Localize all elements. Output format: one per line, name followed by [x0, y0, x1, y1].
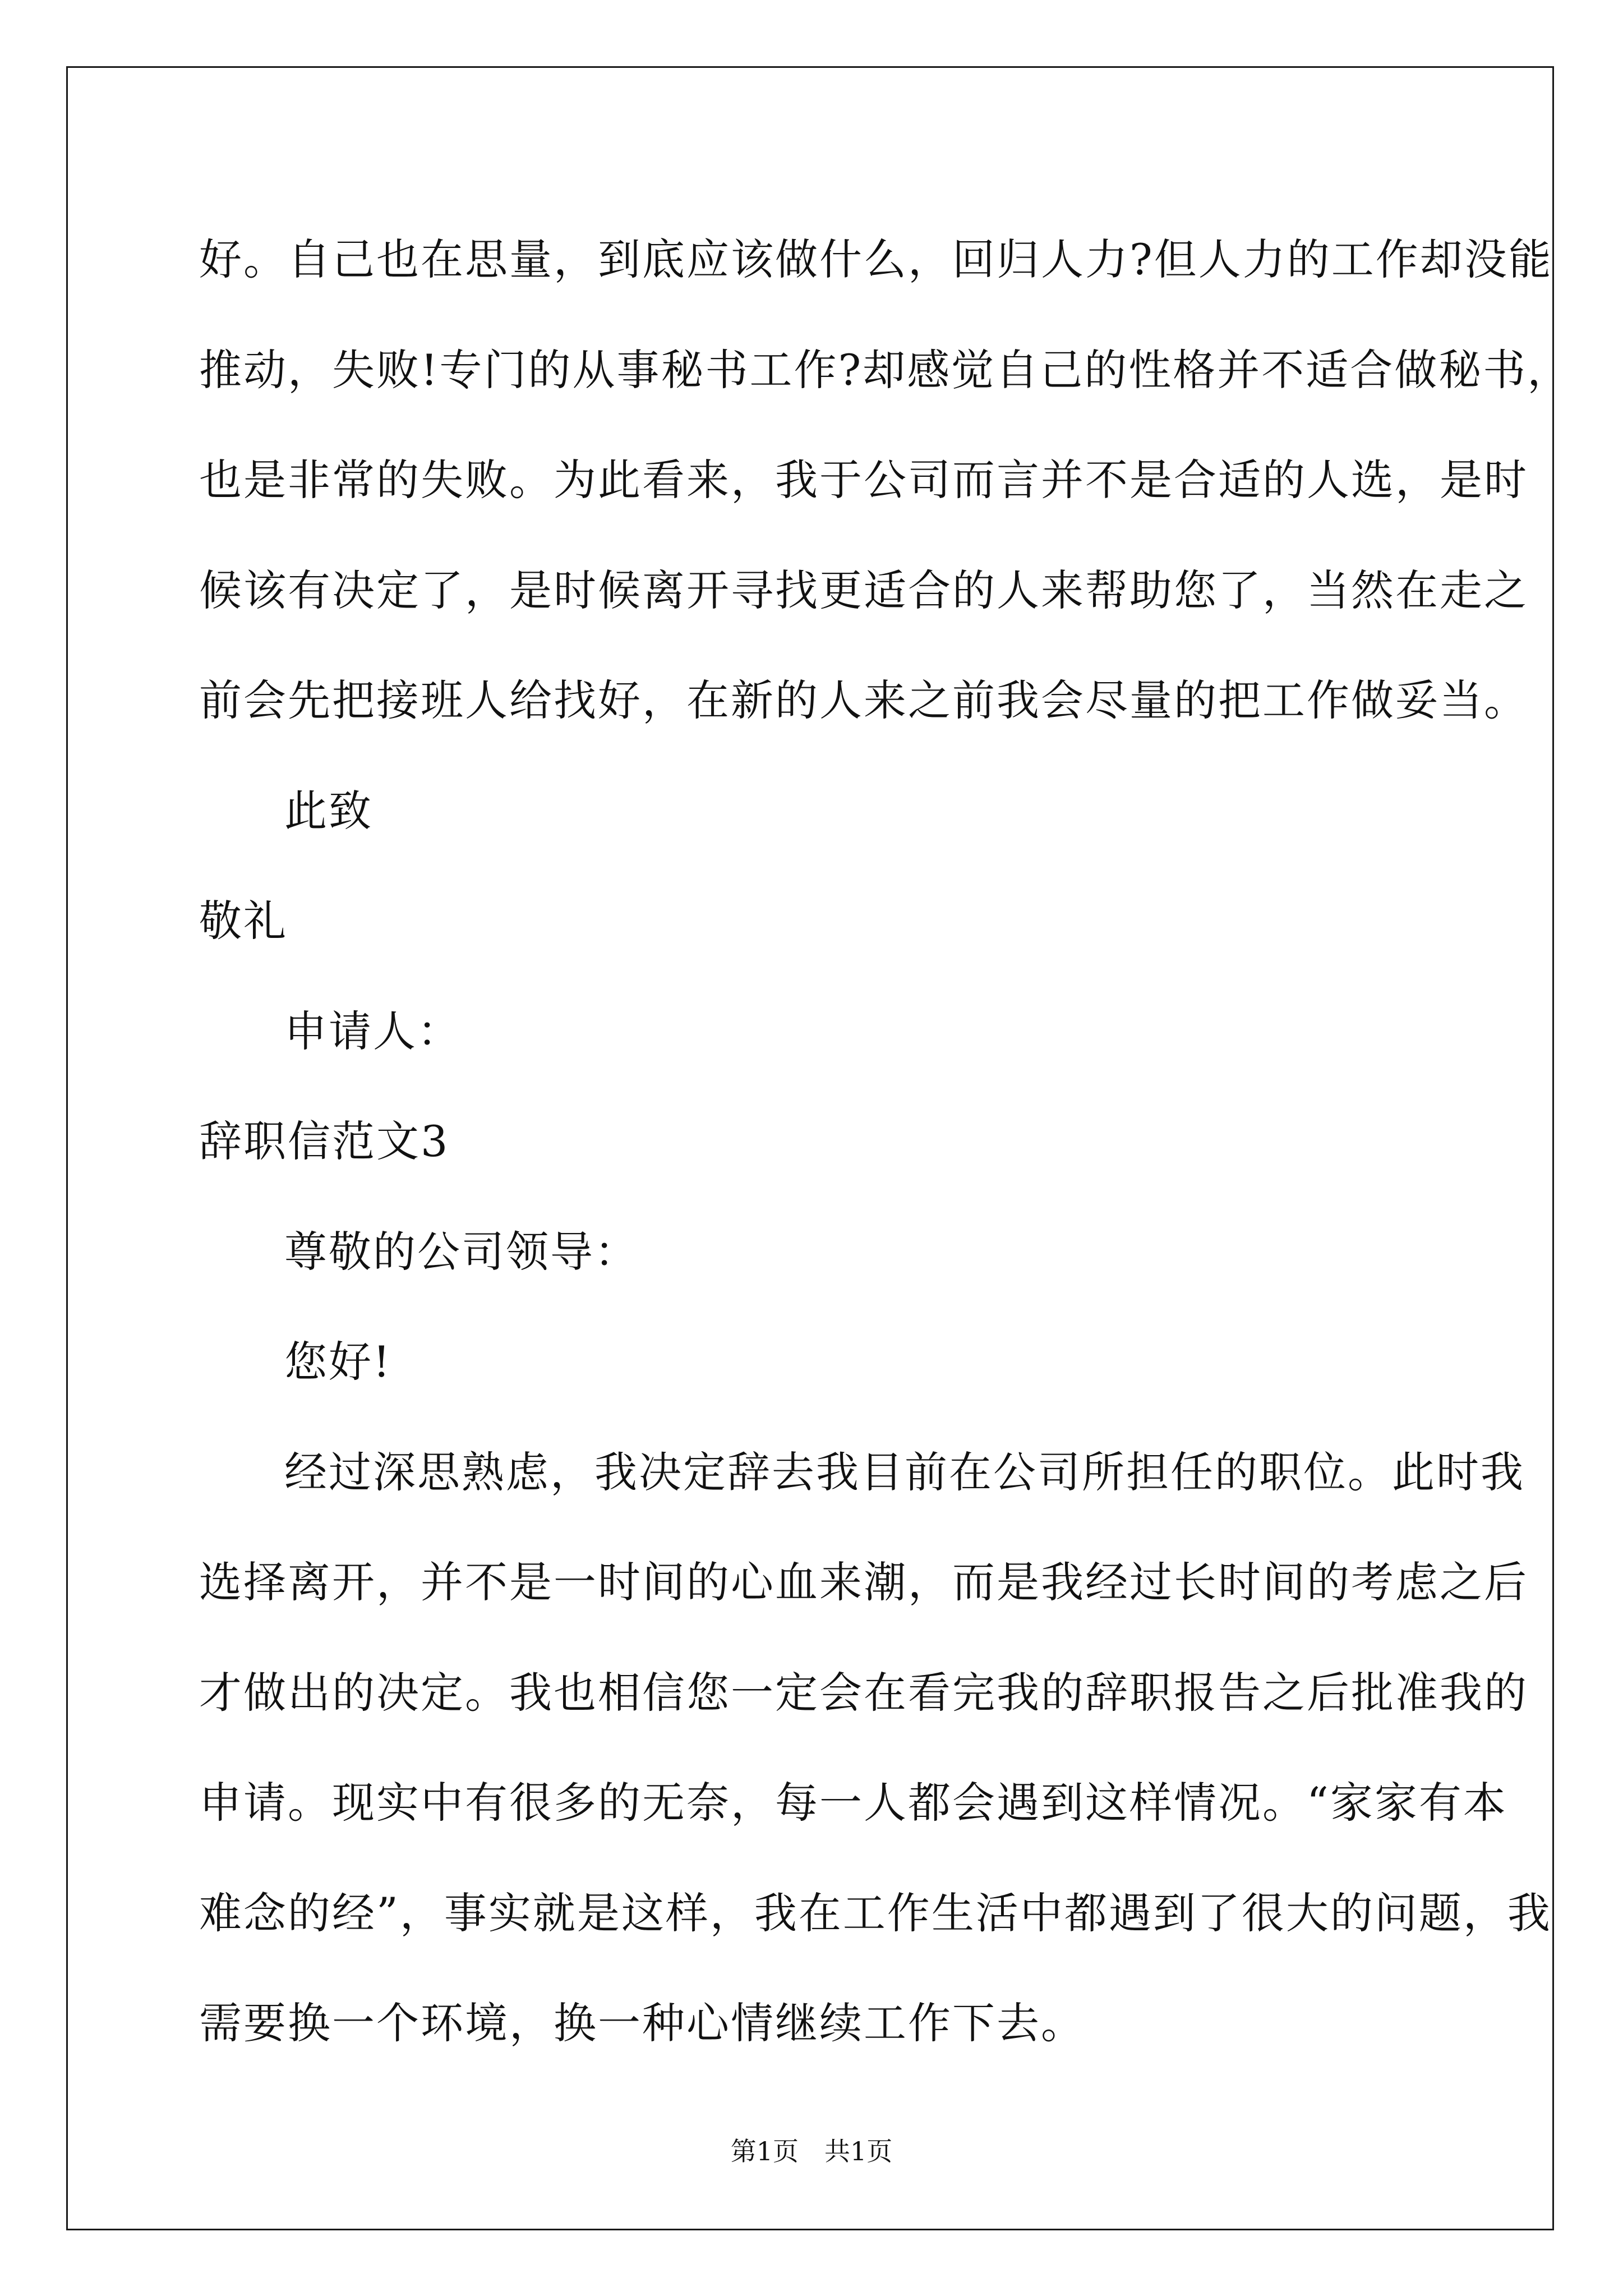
page-number-footer: 第1页 共1页	[730, 2136, 893, 2166]
paragraph-line: 前会先把接班人给找好，在新的人来之前我会尽量的把工作做妥当。	[199, 675, 1528, 725]
closing-regards: 敬礼	[199, 896, 288, 946]
paragraph-line: 好。自己也在思量，到底应该做什么，回归人力?但人力的工作却没能	[199, 234, 1553, 284]
paragraph-line: 推动，失败!专门的从事秘书工作?却感觉自己的性格并不适合做秘书，	[199, 344, 1572, 395]
paragraph-line: 候该有决定了，是时候离开寻找更适合的人来帮助您了，当然在走之	[199, 565, 1528, 615]
applicant-label: 申请人：	[284, 1006, 462, 1056]
closing-salutation: 此致	[284, 785, 373, 836]
document-body	[199, 205, 1572, 2079]
paragraph-line: 申请。现实中有很多的无奈，每一人都会遇到这样情况。“家家有本	[199, 1778, 1507, 1828]
paragraph-line: 难念的经”，事实就是这样，我在工作生活中都遇到了很大的问题，我	[199, 1888, 1552, 1938]
paragraph-line: 经过深思熟虑，我决定辞去我目前在公司所担任的职位。此时我	[284, 1447, 1525, 1497]
recipient-greeting: 尊敬的公司领导：	[284, 1226, 639, 1277]
paragraph-line: 选择离开，并不是一时间的心血来潮，而是我经过长时间的考虑之后	[199, 1557, 1528, 1607]
paragraph-line: 也是非常的失败。为此看来，我于公司而言并不是合适的人选，是时	[199, 455, 1528, 505]
greeting: 您好!	[284, 1337, 392, 1387]
paragraph-line: 才做出的决定。我也相信您一定会在看完我的辞职报告之后批准我的	[199, 1667, 1528, 1718]
paragraph-line: 需要换一个环境，换一种心情继续工作下去。	[199, 1998, 1085, 2048]
section-heading: 辞职信范文3	[199, 1116, 450, 1166]
